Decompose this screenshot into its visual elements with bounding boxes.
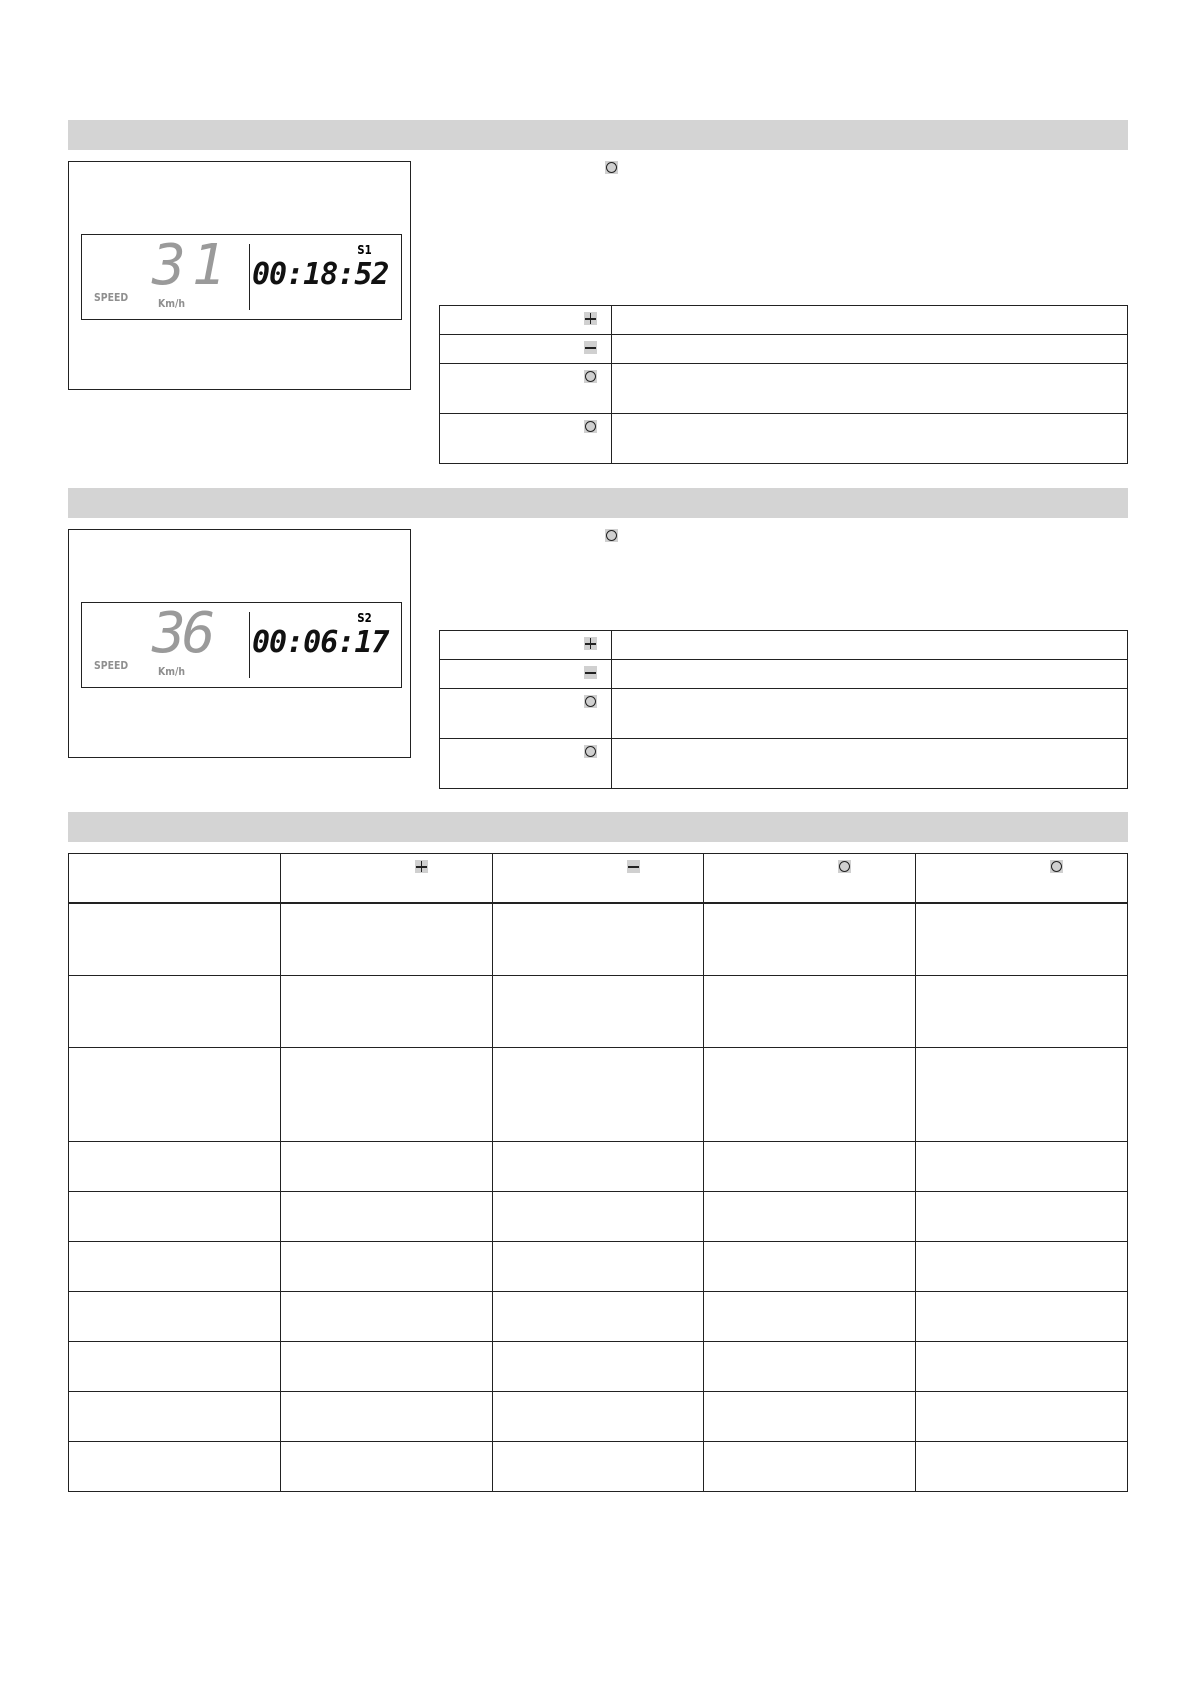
section-3-header-bar xyxy=(68,812,1128,842)
description-cell xyxy=(612,364,1128,414)
table-cell xyxy=(916,1441,1128,1491)
table-row xyxy=(69,903,1128,975)
display-panel-1 xyxy=(68,161,411,390)
lcd-screen-1 xyxy=(81,234,402,320)
table-cell xyxy=(704,1241,916,1291)
description-cell xyxy=(612,631,1128,660)
key-cell xyxy=(440,739,612,789)
timer-value: 00:18:52 xyxy=(252,257,389,292)
table-row xyxy=(69,1191,1128,1241)
table-cell xyxy=(492,1291,704,1341)
display-panel-2 xyxy=(68,529,411,758)
table-cell xyxy=(69,1291,281,1341)
table-cell xyxy=(492,1341,704,1391)
table-row xyxy=(440,631,1128,660)
mode-indicator: S2 xyxy=(357,611,372,625)
table-header-row xyxy=(69,854,1128,904)
header-cell-plus xyxy=(280,854,492,904)
section-1-header-bar xyxy=(68,120,1128,150)
table-row xyxy=(440,306,1128,335)
circle-button-icon xyxy=(584,370,597,383)
table-cell xyxy=(704,1141,916,1191)
table-cell xyxy=(69,1141,281,1191)
table-cell xyxy=(916,1047,1128,1141)
table-row xyxy=(69,1291,1128,1341)
table-cell xyxy=(916,1141,1128,1191)
circle-button-icon xyxy=(584,695,597,708)
table-cell xyxy=(280,1341,492,1391)
table-cell xyxy=(280,1191,492,1241)
table-row xyxy=(69,1241,1128,1291)
table-row xyxy=(69,1391,1128,1441)
table-row xyxy=(440,660,1128,689)
header-cell-minus xyxy=(492,854,704,904)
lcd-divider xyxy=(249,244,250,310)
circle-button-icon xyxy=(584,745,597,758)
header-cell-blank xyxy=(69,854,281,904)
key-cell xyxy=(440,364,612,414)
circle-button-icon xyxy=(605,529,618,542)
table-cell xyxy=(916,1391,1128,1441)
table-cell xyxy=(69,1441,281,1491)
table-cell xyxy=(492,903,704,975)
table-cell xyxy=(492,975,704,1047)
table-cell xyxy=(704,975,916,1047)
key-cell xyxy=(440,414,612,464)
key-cell xyxy=(440,660,612,689)
table-row xyxy=(69,1341,1128,1391)
plus-button-icon xyxy=(415,860,428,873)
table-cell xyxy=(704,903,916,975)
plus-button-icon xyxy=(584,637,597,650)
description-cell xyxy=(612,739,1128,789)
table-cell xyxy=(69,1241,281,1291)
table-row xyxy=(69,1047,1128,1141)
speed-label: SPEED xyxy=(94,659,129,672)
table-cell xyxy=(280,1441,492,1491)
plus-button-icon xyxy=(584,312,597,325)
key-table-1 xyxy=(439,305,1128,464)
key-table-2 xyxy=(439,630,1128,789)
table-row xyxy=(69,975,1128,1047)
table-cell xyxy=(916,1241,1128,1291)
circle-button-icon xyxy=(1050,860,1063,873)
table-cell xyxy=(69,1391,281,1441)
key-cell xyxy=(440,335,612,364)
table-cell xyxy=(280,1291,492,1341)
table-cell xyxy=(916,975,1128,1047)
table-row xyxy=(440,364,1128,414)
description-cell xyxy=(612,306,1128,335)
key-cell xyxy=(440,689,612,739)
minus-button-icon xyxy=(584,666,597,679)
table-cell xyxy=(916,1191,1128,1241)
table-row xyxy=(440,739,1128,789)
speed-unit: Km/h xyxy=(158,297,186,310)
header-cell-circle xyxy=(704,854,916,904)
circle-button-icon xyxy=(584,420,597,433)
table-cell xyxy=(704,1291,916,1341)
section-2-header-bar xyxy=(68,488,1128,518)
header-cell-circle xyxy=(916,854,1128,904)
table-cell xyxy=(916,1341,1128,1391)
mode-indicator: S1 xyxy=(357,243,372,257)
table-cell xyxy=(280,1241,492,1291)
key-cell xyxy=(440,631,612,660)
table-row xyxy=(440,414,1128,464)
table-cell xyxy=(492,1241,704,1291)
timer-value: 00:06:17 xyxy=(252,625,389,660)
table-cell xyxy=(69,903,281,975)
description-cell xyxy=(612,414,1128,464)
key-cell xyxy=(440,306,612,335)
circle-button-icon xyxy=(838,860,851,873)
table-cell xyxy=(492,1047,704,1141)
table-cell xyxy=(704,1391,916,1441)
table-row xyxy=(69,1141,1128,1191)
table-cell xyxy=(280,1047,492,1141)
table-cell xyxy=(492,1391,704,1441)
table-cell xyxy=(704,1191,916,1241)
table-cell xyxy=(69,1047,281,1141)
table-cell xyxy=(280,1141,492,1191)
table-row xyxy=(69,1441,1128,1491)
table-cell xyxy=(69,1341,281,1391)
description-cell xyxy=(612,335,1128,364)
table-cell xyxy=(69,1191,281,1241)
minus-button-icon xyxy=(584,341,597,354)
description-cell xyxy=(612,689,1128,739)
table-cell xyxy=(492,1441,704,1491)
speed-value: 31 xyxy=(152,233,232,298)
minus-button-icon xyxy=(627,860,640,873)
table-cell xyxy=(704,1441,916,1491)
table-cell xyxy=(280,1391,492,1441)
table-row xyxy=(440,335,1128,364)
table-row xyxy=(440,689,1128,739)
table-cell xyxy=(916,903,1128,975)
table-cell xyxy=(704,1341,916,1391)
table-cell xyxy=(492,1191,704,1241)
table-cell xyxy=(704,1047,916,1141)
table-cell xyxy=(916,1291,1128,1341)
speed-unit: Km/h xyxy=(158,665,186,678)
speed-label: SPEED xyxy=(94,291,129,304)
circle-button-icon xyxy=(605,161,618,174)
lcd-divider xyxy=(249,612,250,678)
function-grid-table xyxy=(68,853,1128,1492)
speed-value: 36 xyxy=(152,601,212,666)
table-cell xyxy=(280,975,492,1047)
lcd-screen-2 xyxy=(81,602,402,688)
description-cell xyxy=(612,660,1128,689)
table-cell xyxy=(492,1141,704,1191)
table-cell xyxy=(280,903,492,975)
table-cell xyxy=(69,975,281,1047)
